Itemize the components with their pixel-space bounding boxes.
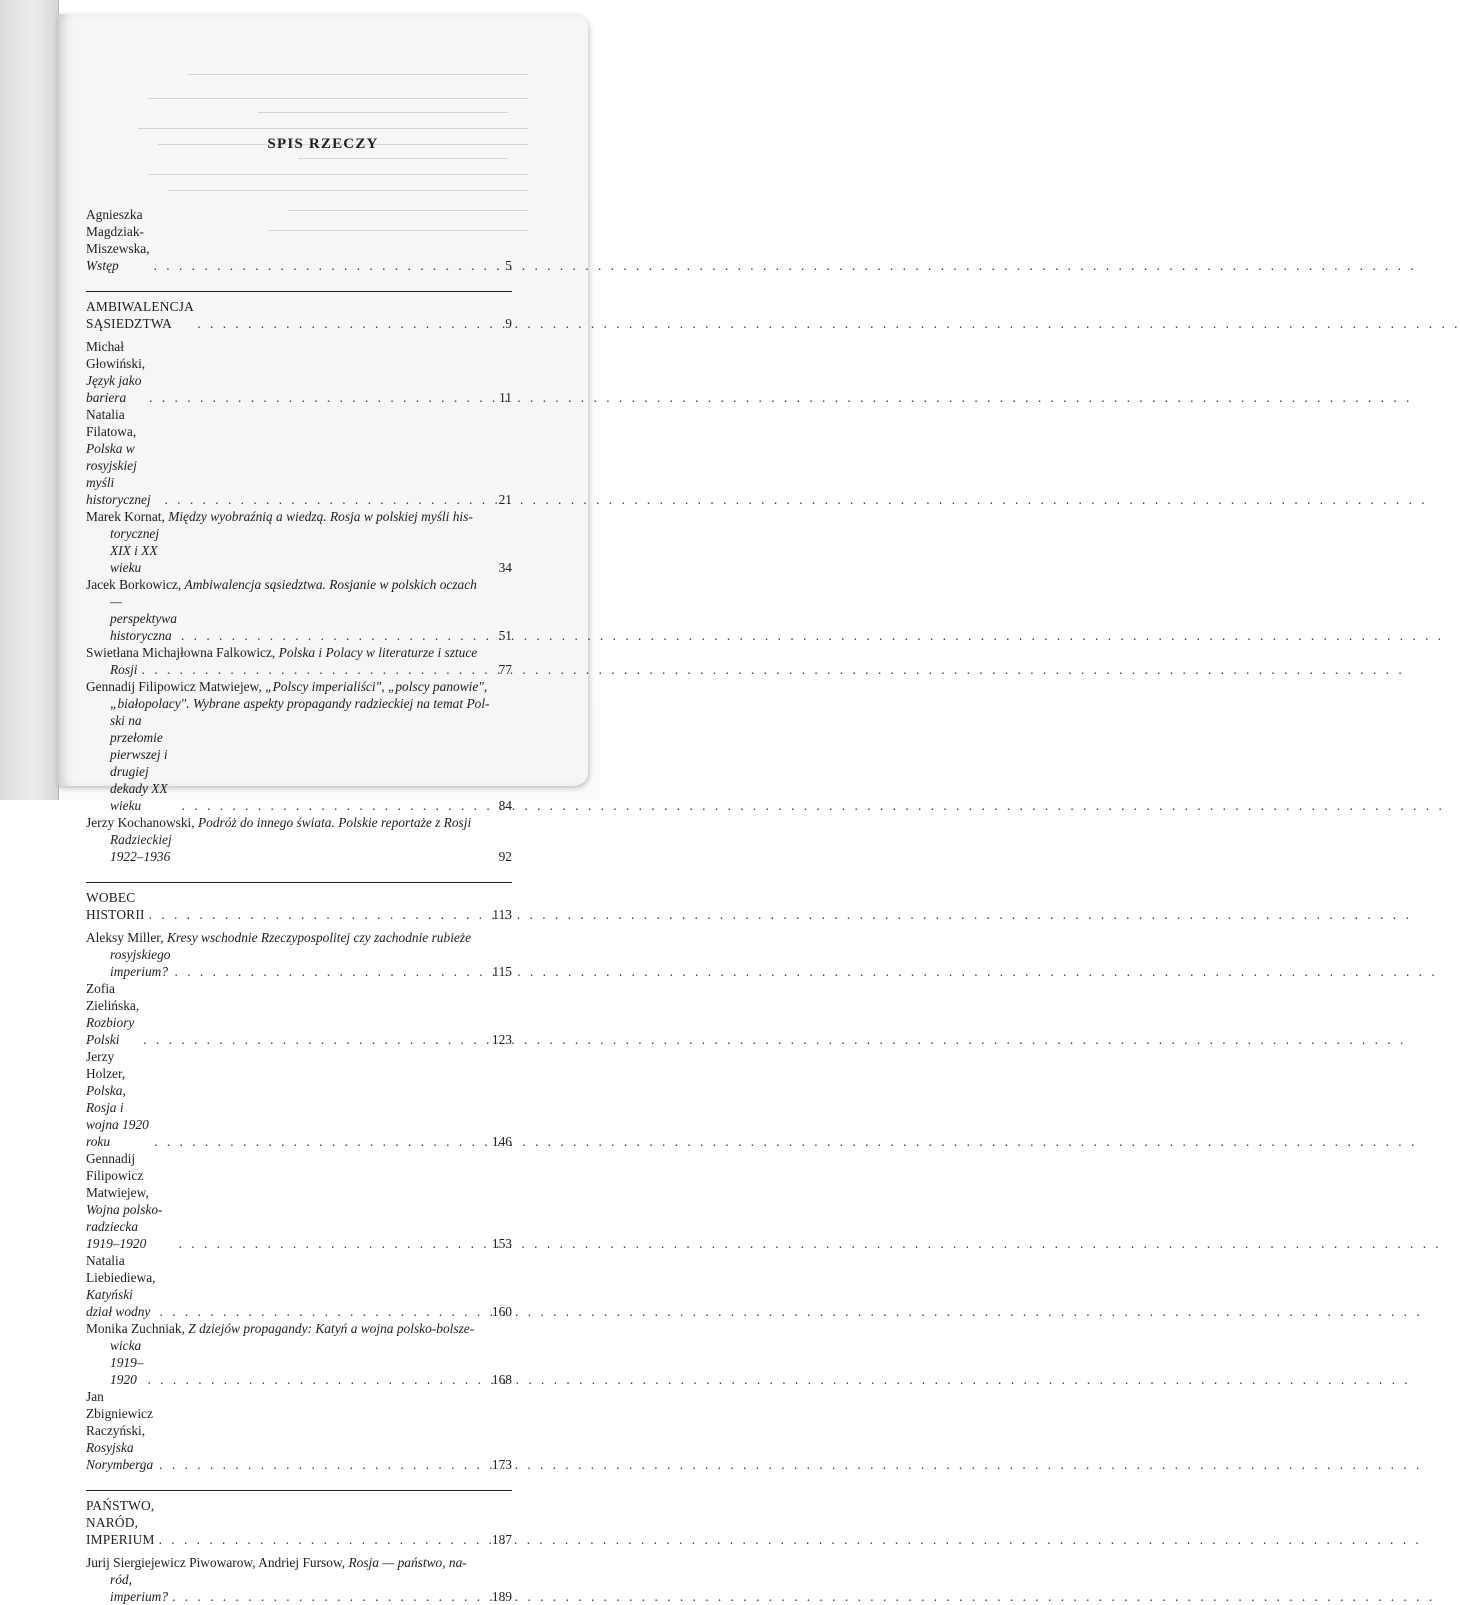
section-divider [86,882,512,883]
toc-entry-intro [86,206,512,274]
toc-entry: Natalia Liebiediewa, Katyński dział wodny . . . 160 [86,1252,512,1320]
toc-entry: Swietłana Michajłowna Falkowicz, Polska i Polacy w literaturze i sztuce Rosji . . . 77 [86,644,512,678]
toc-entry: Michał Głowiński, Język jako bariera . . . 11 [86,338,512,406]
toc-title: SPIS RZECZY [267,136,379,152]
toc-entry: Jurij Siergiejewicz Piwowarow, Andriej Fursow, Rosja — państwo, na- ród, imperium? . . . 189 [86,1554,512,1605]
table-of-contents [86,206,512,1605]
toc-entry: Monika Zuchniak, Z dziejów propagandy: Katyń a wojna polsko-bolsze- wicka 1919–1920 . . . 168 [86,1320,512,1388]
section-divider [86,291,512,292]
section-heading-3: PAŃSTWO, NARÓD, IMPERIUM . . . 187 [86,1497,512,1548]
toc-entry: Natalia Filatowa, Polska w rosyjskiej myśli historycznej . . . 21 [86,406,512,508]
section-heading-2: WOBEC HISTORII . . . 113 [86,889,512,923]
entry-author: Agnieszka Magdziak-Miszewska, [86,207,150,256]
dot-leader [150,257,480,274]
entry-page: 5 [505,258,512,273]
toc-entry: Zofia Zielińska, Rozbiory Polski . . . 123 [86,980,512,1048]
toc-entry: Jerzy Kochanowski, Podróż do innego świata. Polskie reportaże z Rosji Radzieckiej 1922–1936 92 [86,815,512,864]
toc-entry: Gennadij Filipowicz Matwiejew, Wojna polsko-radziecka 1919–1920 . . . 153 [86,1150,512,1252]
left-page-edge [0,0,59,800]
toc-entry: Jan Zbigniewicz Raczyński, Rosyjska Norymberga . . . 173 [86,1388,512,1473]
section-divider [86,1490,512,1491]
toc-entry: Jacek Borkowicz, Ambiwalencja sąsiedztwa. Rosjanie w polskich oczach — perspektywa historyczna . . . 51 [86,576,512,644]
section-heading-1: AMBIWALENCJA SĄSIEDZTWA . . . 9 [86,298,512,332]
dot-leader [193,315,480,332]
toc-entry: Marek Kornat, Między wyobraźnią a wiedzą. Rosja w polskiej myśli his- torycznej XIX i XX wieku 34 [86,509,512,575]
book-page [58,14,588,1604]
toc-entry: Gennadij Filipowicz Matwiejew, „Polscy imperialiści", „polscy panowie", „białopolacy". Wybrane aspekty propagandy radzieckiej na temat Pol- ski na przełomie pierwszej i drugiej dekady XX wieku . . . 84 [86,678,512,814]
toc-entry: Aleksy Miller, Kresy wschodnie Rzeczypospolitej czy zachodnie rubieże rosyjskiego imperium? . . . 115 [86,929,512,980]
toc-entry: Jerzy Holzer, Polska, Rosja i wojna 1920 roku . . . 146 [86,1048,512,1150]
entry-title: Wstęp [86,258,119,273]
